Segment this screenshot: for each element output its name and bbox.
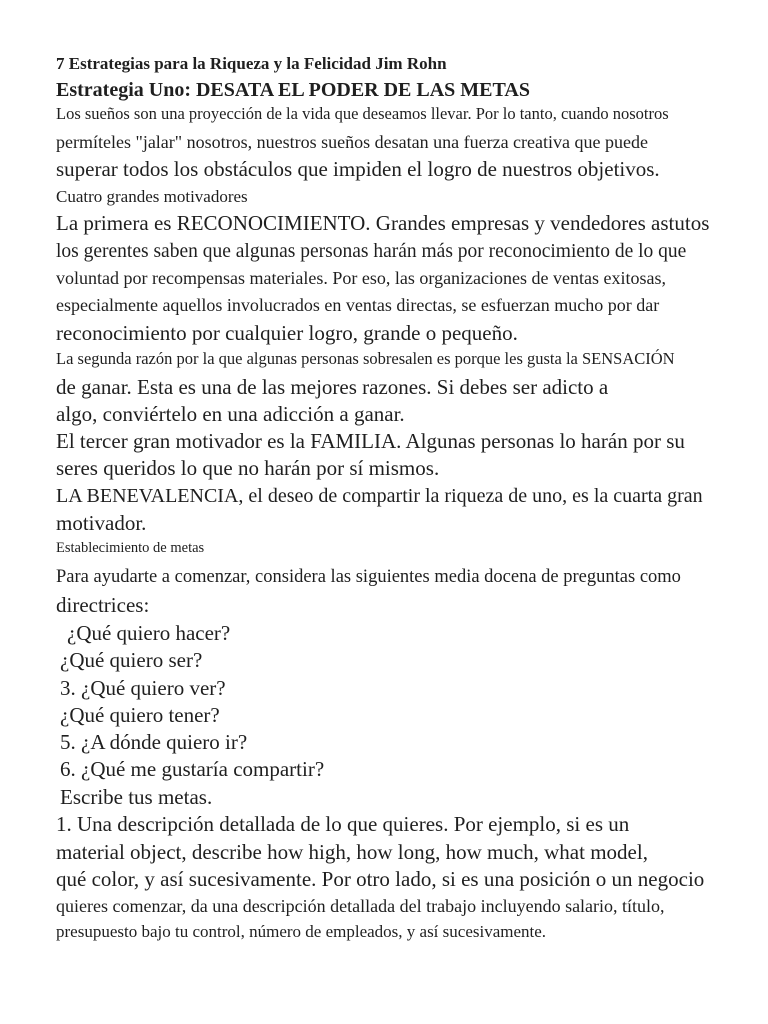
goal-question: ¿Qué quiero tener? xyxy=(60,703,220,727)
motivator-third-line: seres queridos lo que no harán por sí mismos. xyxy=(56,456,440,480)
intro-line: Los sueños son una proyección de la vida que deseamos llevar. Por lo tanto, cuando nosotros xyxy=(56,104,669,123)
motivator-first-line: reconocimiento por cualquier logro, grande o pequeño. xyxy=(56,321,518,345)
goal-question: ¿Qué quiero hacer? xyxy=(67,621,231,645)
goals-heading: Establecimiento de metas xyxy=(56,540,205,556)
motivator-first-line: los gerentes saben que algunas personas harán más por reconocimiento de lo que xyxy=(56,241,687,262)
strategy-heading: Estrategia Uno: DESATA EL PODER DE LAS METAS xyxy=(56,79,530,101)
item-one-line: qué color, y así sucesivamente. Por otro lado, si es una posición o un negocio xyxy=(56,867,705,891)
item-one-line: material object, describe how high, how long, how much, what model, xyxy=(56,840,648,864)
motivator-first-line: La primera es RECONOCIMIENTO. Grandes empresas y vendedores astutos xyxy=(56,211,710,235)
intro-line: permíteles "jalar" nosotros, nuestros sueños desatan una fuerza creativa que puede xyxy=(56,132,648,152)
goals-intro-line: Para ayudarte a comenzar, considera las siguientes media docena de preguntas como xyxy=(56,567,681,587)
motivator-first-line: especialmente aquellos involucrados en ventas directas, se esfuerzan mucho por dar xyxy=(56,295,660,315)
goals-intro-line: directrices: xyxy=(56,593,150,617)
goal-question: 6. ¿Qué me gustaría compartir? xyxy=(60,757,325,781)
motivator-second-line: La segunda razón por la que algunas personas sobresalen es porque les gusta la SENSACIÓN xyxy=(56,349,675,368)
motivator-second-line: algo, conviértelo en una adicción a ganar. xyxy=(56,402,405,426)
intro-line: superar todos los obstáculos que impiden el logro de nuestros objetivos. xyxy=(56,157,660,181)
item-one-line: 1. Una descripción detallada de lo que quieres. Por ejemplo, si es un xyxy=(56,812,630,836)
item-one-line: presupuesto bajo tu control, número de empleados, y así sucesivamente. xyxy=(56,922,547,941)
motivator-third-line: El tercer gran motivador es la FAMILIA. Algunas personas lo harán por su xyxy=(56,429,685,453)
motivator-second-line: de ganar. Esta es una de las mejores razones. Si debes ser adicto a xyxy=(56,375,609,399)
motivators-heading: Cuatro grandes motivadores xyxy=(56,187,248,206)
goal-question: ¿Qué quiero ser? xyxy=(60,648,203,672)
document-title: 7 Estrategias para la Riqueza y la Felicidad Jim Rohn xyxy=(56,54,447,73)
item-one-line: quieres comenzar, da una descripción detallada del trabajo incluyendo salario, título, xyxy=(56,896,665,916)
motivator-first-line: voluntad por recompensas materiales. Por eso, las organizaciones de ventas exitosas, xyxy=(56,268,666,288)
goal-question: 5. ¿A dónde quiero ir? xyxy=(60,730,248,754)
motivator-fourth-line: LA BENEVALENCIA, el deseo de compartir la riqueza de uno, es la cuarta gran xyxy=(56,485,703,507)
motivator-fourth-line: motivador. xyxy=(56,511,147,535)
goal-question: 3. ¿Qué quiero ver? xyxy=(60,676,226,700)
write-goals-line: Escribe tus metas. xyxy=(60,785,213,809)
